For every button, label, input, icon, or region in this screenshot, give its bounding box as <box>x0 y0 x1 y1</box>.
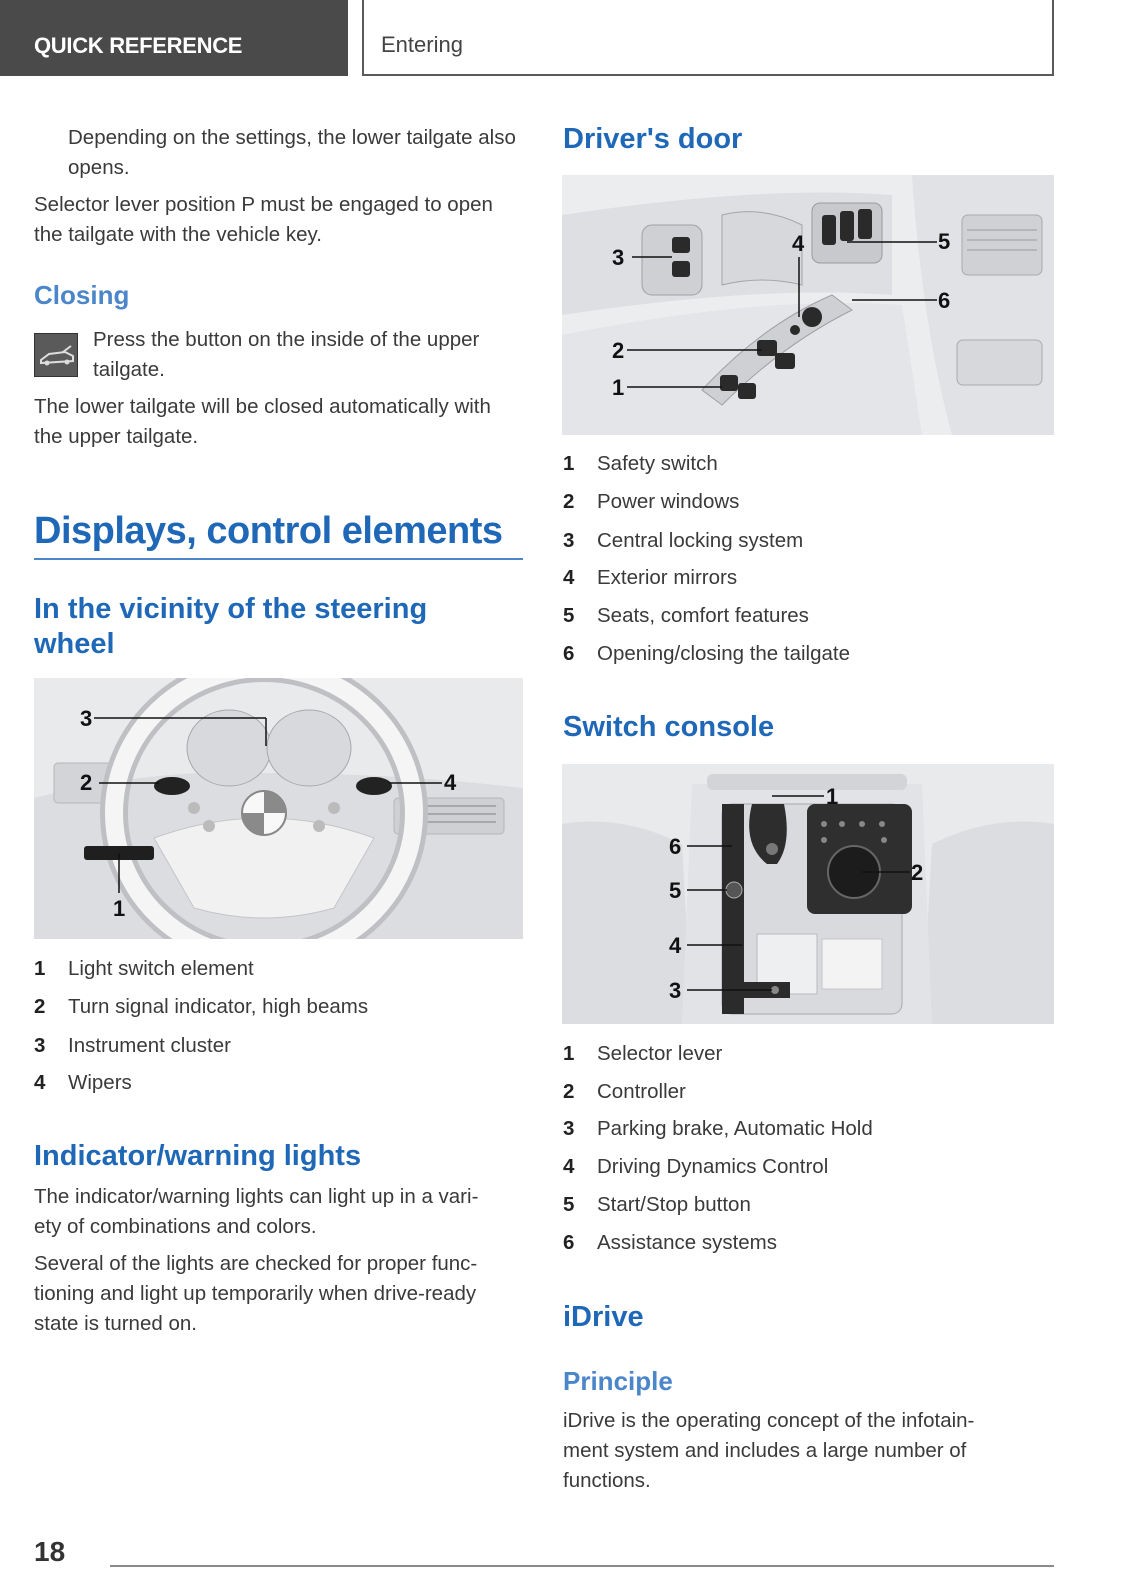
principle-line3: functions. <box>563 1469 651 1492</box>
door-callout-1: 1 <box>612 375 625 400</box>
page-number: 18 <box>34 1536 66 1567</box>
switch-console-figure <box>562 764 1054 1024</box>
steering-callout-4: 4 <box>444 770 457 795</box>
list-item-number: 5 <box>563 1193 575 1216</box>
door-heading: Driver's door <box>563 123 743 155</box>
console-callout-1: 1 <box>826 784 839 809</box>
closing-after-text: The lower tailgate will be closed automatically with the upper tailgate. <box>34 395 491 448</box>
list-item-label: Selector lever <box>597 1042 723 1065</box>
header-chapter-box <box>362 0 1054 76</box>
list-item-number: 2 <box>563 1080 575 1103</box>
indicator-p2-line3: state is turned on. <box>34 1312 197 1335</box>
indicator-p2-line1: Several of the lights are checked for proper func- <box>34 1252 478 1275</box>
indicator-p1-line1: The indicator/warning lights can light up in a vari- <box>34 1185 479 1208</box>
list-item-number: 1 <box>563 452 575 475</box>
steering-heading-line2: wheel <box>34 628 115 660</box>
list-item-number: 3 <box>563 529 575 552</box>
steering-wheel-figure <box>34 678 523 939</box>
list-item-label: Parking brake, Automatic Hold <box>597 1117 873 1140</box>
list-item-label: Seats, comfort features <box>597 604 809 627</box>
principle-line1: iDrive is the operating concept of the infotain- <box>563 1409 975 1432</box>
list-item-number: 4 <box>563 1155 575 1178</box>
list-item-number: 2 <box>563 490 575 513</box>
indicator-p2-line2: tioning and light up temporarily when drive-ready <box>34 1282 477 1305</box>
list-item-number: 1 <box>563 1042 575 1065</box>
header-chapter-label: Entering <box>381 32 463 57</box>
list-item-label: Turn signal indicator, high beams <box>68 995 369 1018</box>
header-section-tab <box>0 0 348 76</box>
main-heading: Displays, control elements <box>34 510 503 552</box>
list-item-number: 5 <box>563 604 575 627</box>
principle-line2: ment system and includes a large number of <box>563 1439 967 1462</box>
list-item-number: 3 <box>563 1117 575 1140</box>
list-item-label: Safety switch <box>597 452 718 475</box>
list-item-label: Instrument cluster <box>68 1034 231 1057</box>
console-callout-4: 4 <box>669 933 682 958</box>
console-callout-3: 3 <box>669 978 682 1003</box>
principle-heading: Principle <box>563 1366 673 1396</box>
drivers-door-figure <box>562 175 1054 435</box>
list-item-number: 1 <box>34 957 46 980</box>
footer-rule <box>110 1565 1054 1567</box>
list-item-label: Exterior mirrors <box>597 566 738 589</box>
door-callout-2: 2 <box>612 338 625 363</box>
list-item-label: Opening/closing the tailgate <box>597 642 851 665</box>
console-heading: Switch console <box>563 711 775 743</box>
list-item-label: Power windows <box>597 490 740 513</box>
list-item-number: 6 <box>563 642 575 665</box>
header-section-label: QUICK REFERENCE <box>34 33 243 58</box>
steering-callout-1: 1 <box>113 896 126 921</box>
steering-callout-3: 3 <box>80 706 93 731</box>
closing-heading: Closing <box>34 280 130 310</box>
list-item-number: 4 <box>563 566 575 589</box>
list-item-number: 4 <box>34 1071 46 1094</box>
list-item-label: Start/Stop button <box>597 1193 751 1216</box>
intro-text: Selector lever position P must be engaged to open the tailgate with the vehicle key. <box>34 193 493 246</box>
console-callout-5: 5 <box>669 878 682 903</box>
indicator-p1-line2: ety of combinations and colors. <box>34 1215 317 1238</box>
steering-callout-2: 2 <box>80 770 93 795</box>
list-item-label: Driving Dynamics Control <box>597 1155 829 1178</box>
intro-indent-text: Depending on the settings, the lower tailgate also opens. <box>68 126 516 179</box>
list-item-number: 2 <box>34 995 46 1018</box>
list-item-label: Light switch element <box>68 957 254 980</box>
tailgate-button-icon <box>34 333 78 377</box>
closing-text: Press the button on the inside of the upper tailgate. <box>93 328 480 381</box>
list-item-number: 3 <box>34 1034 46 1057</box>
console-callout-2: 2 <box>911 860 924 885</box>
door-callout-4: 4 <box>792 231 805 256</box>
list-item-label: Central locking system <box>597 529 804 552</box>
list-item-label: Wipers <box>68 1071 132 1094</box>
main-heading-rule <box>34 558 523 560</box>
list-item-label: Controller <box>597 1080 686 1103</box>
door-callout-6: 6 <box>938 288 951 313</box>
list-item-number: 6 <box>563 1231 575 1254</box>
door-callout-3: 3 <box>612 245 625 270</box>
indicator-heading: Indicator/warning lights <box>34 1140 362 1172</box>
idrive-heading: iDrive <box>563 1301 644 1333</box>
steering-heading-line1: In the vicinity of the steering <box>34 593 428 625</box>
door-callout-5: 5 <box>938 229 951 254</box>
console-callout-6: 6 <box>669 834 682 859</box>
list-item-label: Assistance systems <box>597 1231 777 1254</box>
